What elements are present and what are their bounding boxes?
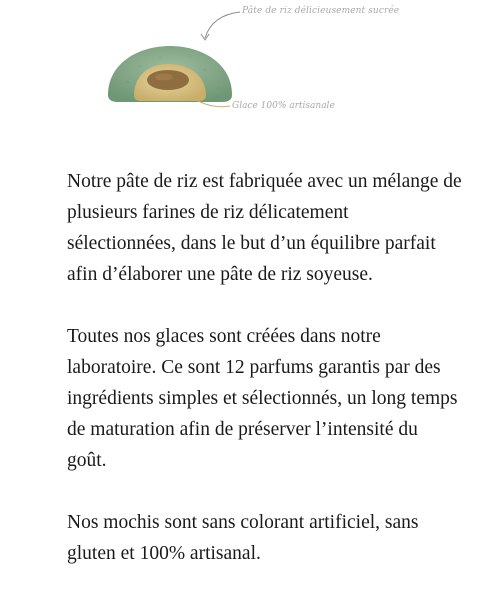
mochi-illustration (0, 0, 480, 150)
paragraph-ingredients: Nos mochis sont sans colorant artificiel, sans gluten et 100% artisanal. (67, 512, 419, 564)
label-ice-cream: Glace 100% artisanale (232, 101, 335, 111)
top-arrow (205, 12, 240, 38)
paragraph-ice-cream: Toutes nos glaces sont créées dans notre laboratoire. Ce sont 12 parfums garantis par des ingrédients simples et sélectionnés, un long temps de maturation afin de préserver l’intensité du goût. (67, 326, 458, 471)
label-rice-paste: Pâte de riz délicieusement sucrée (242, 6, 400, 16)
mochi-cross-section-icon (0, 0, 480, 150)
paragraph-rice-paste: Notre pâte de riz est fabriquée avec un mélange de plusieurs farines de riz délicatement sélectionnées, dans le but d’un équilibre parfait afin d’élaborer une pâte de riz soyeuse. (67, 171, 462, 285)
description-text (67, 166, 462, 569)
